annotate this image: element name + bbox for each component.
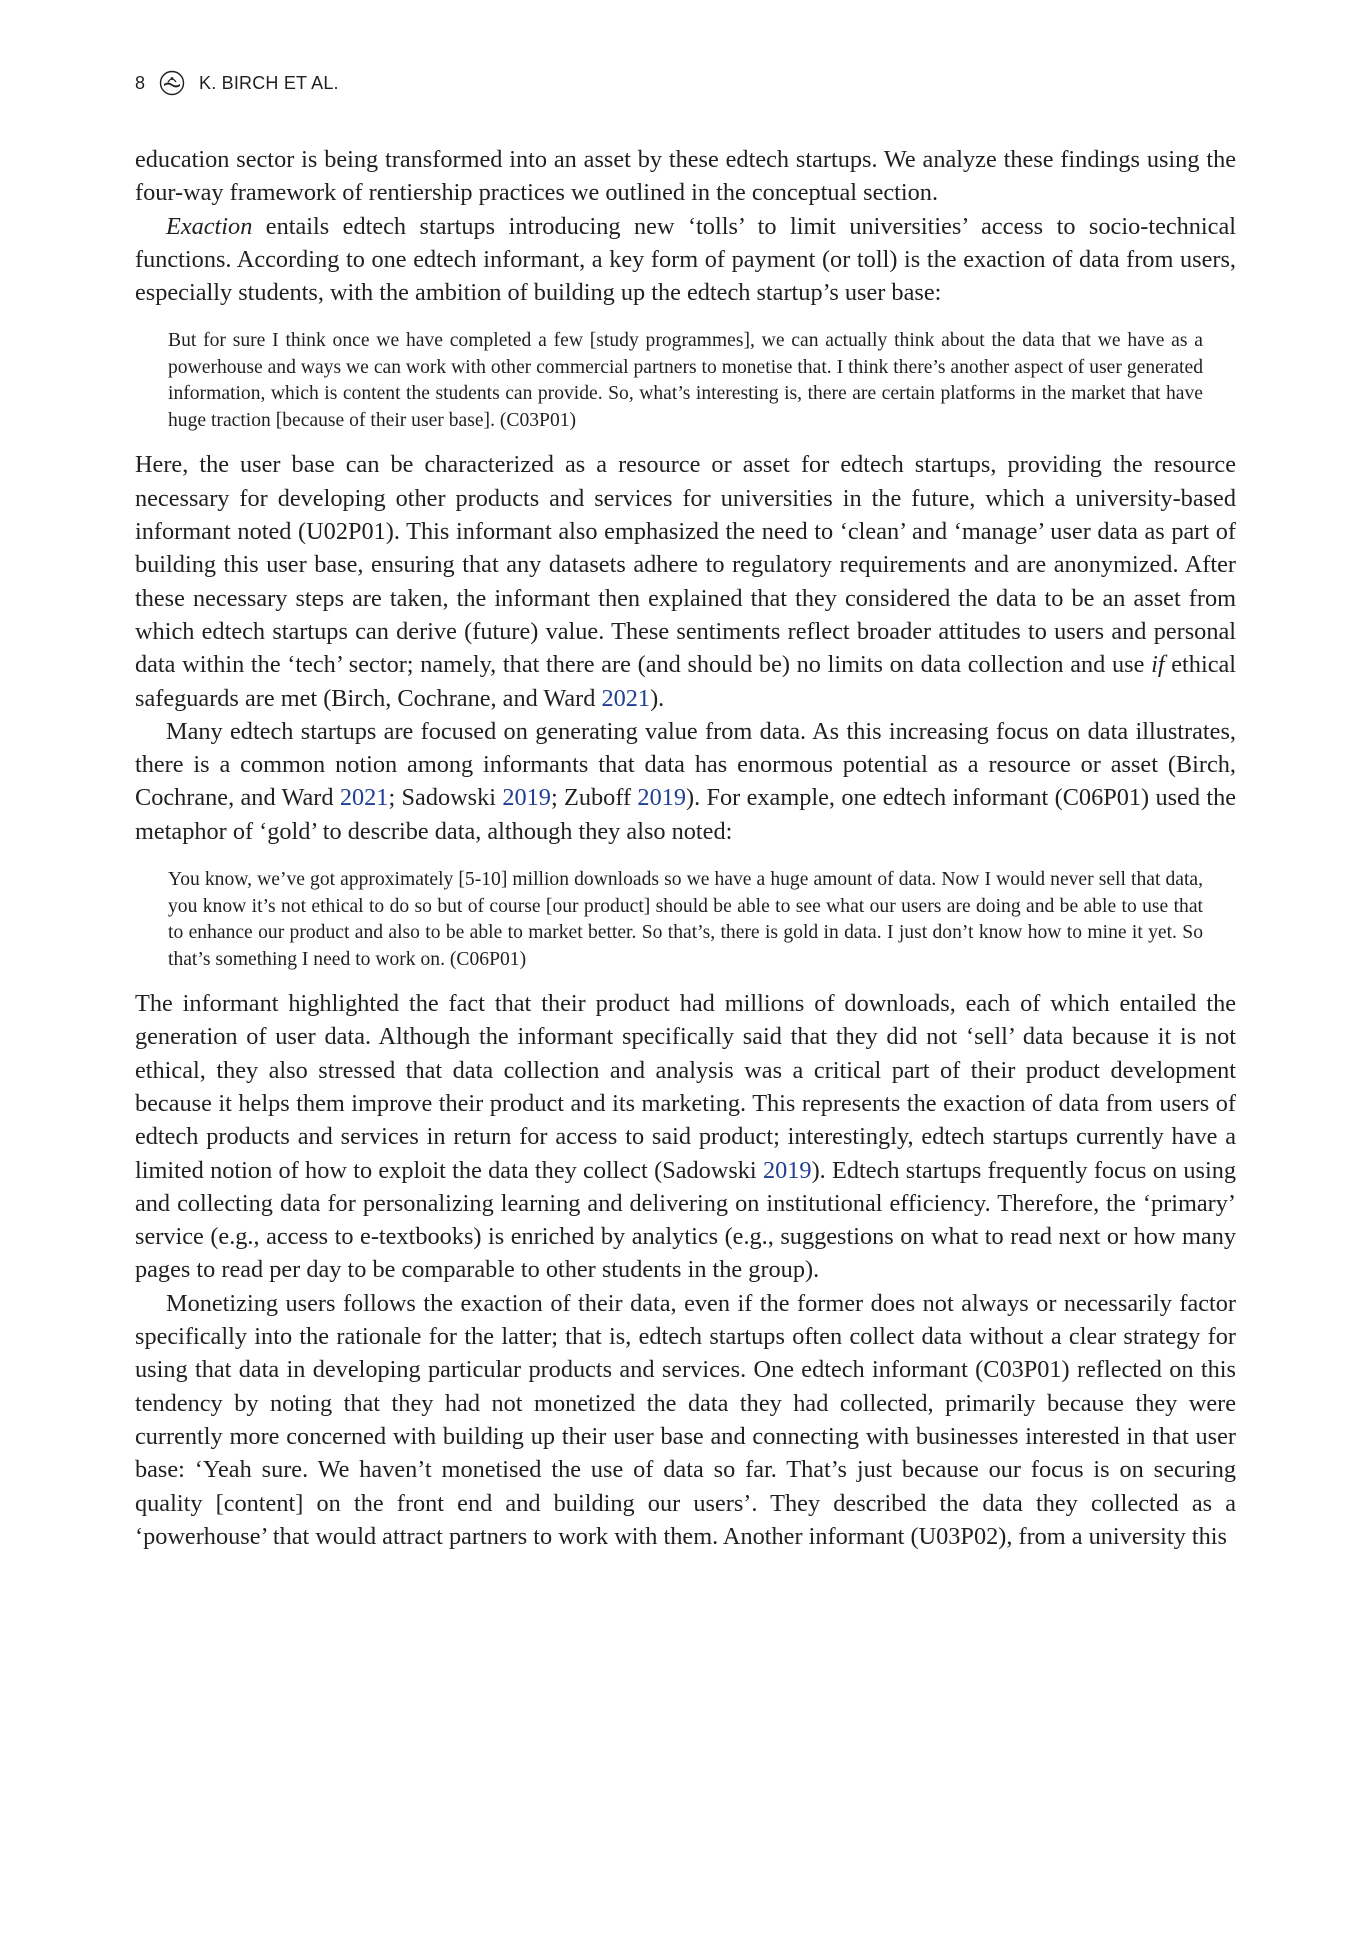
- paragraph-4-text-c: ; Zuboff: [550, 784, 638, 812]
- paragraph-4-text-a: Many edtech startups are focused on generating value from data. As this increasing focus on data illustrates, there is a common notion among informants that data has enormous potential as a resource or asset (Birch, Cochrane, and Ward: [135, 717, 1236, 812]
- running-head: [135, 68, 339, 98]
- citation-link[interactable]: 2021: [339, 784, 389, 812]
- article-body: [135, 143, 1236, 1553]
- paragraph-3-text-c: ).: [650, 684, 665, 712]
- paragraph-1: [135, 143, 1236, 210]
- paragraph-4-text-d: ). For example, one edtech informant (C06P01) used the metaphor of ‘gold’ to describe data, although they also noted:: [135, 784, 1237, 845]
- block-quote-1-text: But for sure I think once we have completed a few [study programmes], we can actually think about the data that we have as a powerhouse and ways we can work with other commercial partners to monetise that. I think there’s another aspect of user generated information, which is content the students can provide. So, what’s interesting is, there are certain platforms in the market that have huge traction [because of their user base]. (C03P01): [168, 330, 1203, 431]
- page-number: 8: [135, 72, 146, 93]
- paragraph-4-text-b: ; Sadowski: [388, 784, 503, 812]
- paragraph-5: [135, 987, 1236, 1287]
- publisher-logo-icon: [159, 70, 185, 96]
- block-quote-2: [135, 867, 1236, 973]
- citation-link[interactable]: 2019: [502, 784, 551, 812]
- paragraph-2-emphasis: Exaction: [166, 212, 253, 240]
- citation-link[interactable]: 2021: [601, 684, 651, 712]
- paragraph-5-text-a: The informant highlighted the fact that their product had millions of downloads, each of which entailed the generation of user data. Although the informant specifically said that they did not ‘sell’ data because it is not ethical, they also stressed that data collection and analysis was a critical part of their product development because it helps them improve their product and its marketing. This represents the exaction of data from users of edtech products and services in return for access to said product; interestingly, edtech startups currently have a limited notion of how to exploit the data they collect (Sadowski: [135, 990, 1236, 1184]
- running-title: K. BIRCH ET AL.: [199, 72, 339, 93]
- citation-link[interactable]: 2019: [637, 784, 687, 812]
- paragraph-3-text-a: Here, the user base can be characterized as a resource or asset for edtech startups, providing the resource necessary for developing other products and services for universities in the future, which a university-based informant noted (U02P01). This informant also emphasized the need to ‘clean’ and ‘manage’ user data as part of building this user base, ensuring that any datasets adhere to regulatory requirements and are anonymized. After these necessary steps are taken, the informant then explained that they considered the data to be an asset from which edtech startups can derive (future) value. These sentiments reflect broader attitudes to users and personal data within the ‘tech’ sector; namely, that there are (and should be) no limits on data collection and use: [135, 451, 1236, 679]
- paragraph-3-emphasis: if: [1151, 651, 1165, 679]
- paragraph-2: [135, 210, 1236, 310]
- citation-link[interactable]: 2019: [762, 1156, 812, 1184]
- paragraph-1-text: education sector is being transformed into an asset by these edtech startups. We analyze these findings using the four-way framework of rentiership practices we outlined in the conceptual section.: [135, 146, 1236, 207]
- paragraph-4: [135, 715, 1236, 848]
- block-quote-2-text: You know, we’ve got approximately [5-10] million downloads so we have a huge amount of data. Now I would never sell that data, you know it’s not ethical to do so but of course [our product] should be able to see what our users are doing and be able to use that to enhance our product and also to be able to market better. So that’s, there is gold in data. I just don’t know how to mine it yet. So that’s something I need to work on. (C06P01): [168, 869, 1203, 970]
- paragraph-5-text-b: ). Edtech startups frequently focus on using and collecting data for personalizing learning and delivering on institutional efficiency. Therefore, the ‘primary’ service (e.g., access to e-textbooks) is enriched by analytics (e.g., suggestions on what to read next or how many pages to read per day to be comparable to other students in the group).: [135, 1156, 1236, 1284]
- paragraph-6-text: Monetizing users follows the exaction of their data, even if the former does not always or necessarily factor specifically into the rationale for the latter; that is, edtech startups often collect data without a clear strategy for using that data in developing particular products and services. One edtech informant (C03P01) reflected on this tendency by noting that they had not monetized the data they had collected, primarily because they were currently more concerned with building up their user base and connecting with businesses interested in that user base: ‘Yeah sure. We haven’t monetised the use of data so far. That’s just because our focus is on securing quality [content] on the front end and building our users’. They described the data they collected as a ‘powerhouse’ that would attract partners to work with them. Another informant (U03P02), from a university this: [135, 1289, 1236, 1550]
- paragraph-3: [135, 448, 1236, 714]
- paragraph-6: [135, 1287, 1236, 1553]
- block-quote-1: [135, 328, 1236, 434]
- paragraph-2-text: entails edtech startups introducing new ‘tolls’ to limit universities’ access to socio-technical functions. According to one edtech informant, a key form of payment (or toll) is the exaction of data from users, especially students, with the ambition of building up the edtech startup’s user base:: [135, 212, 1236, 307]
- paragraph-3-text-b: ethical safeguards are met (Birch, Cochrane, and Ward: [135, 651, 1237, 712]
